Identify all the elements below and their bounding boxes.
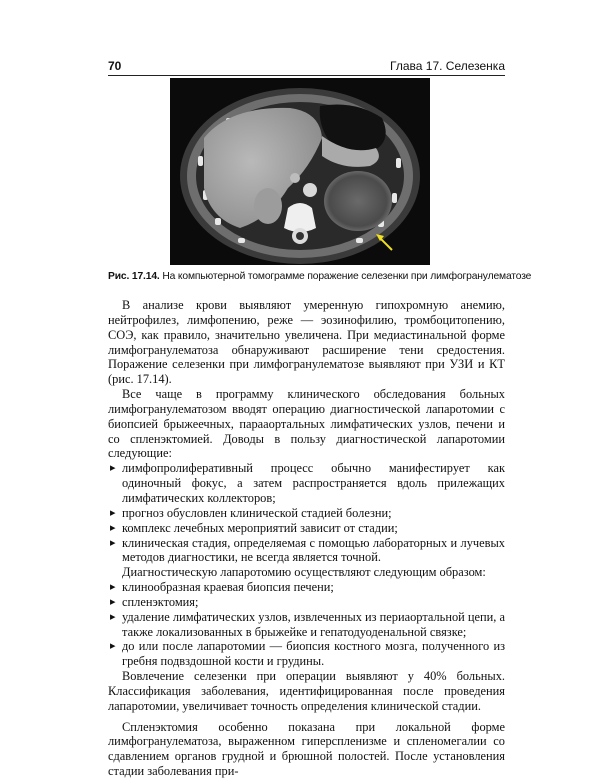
arguments-list [108, 461, 505, 565]
list-item: ▸ удаление лимфатических узлов, извлеченных из периаортальной цепи, а также локализованных в брыжейке и гепатодуоденальной связке; [108, 610, 505, 640]
paragraph-5: Спленэктомия особенно показана при локальной форме лимфогранулематоза, выраженном гиперспленизме и спленомегалии со сдавлением органов грудной и брюшной полостей. После установления стадии заболевания при- [108, 719, 505, 779]
list-item: ▸ клиническая стадия, определяемая с помощью лабораторных и лучевых методов диагностики, не всегда является точной. [108, 536, 505, 566]
paragraph-4: Вовлечение селезенки при операции выявляют у 40% больных. Классификация заболевания, идентифицированная после проведения лапаротомии, увеличивает точность определения клинической стадии. [108, 669, 505, 713]
list-item: ▸ до или после лапаротомии — биопсия костного мозга, полученного из гребня подвздошной кости и грудины. [108, 639, 505, 669]
list-item: ▸ спленэктомия; [108, 595, 505, 610]
ct-scan-illustration [170, 78, 430, 265]
figure-caption-label: Рис. 17.14. [108, 271, 160, 282]
list-item: ▸ клинообразная краевая биопсия печени; [108, 580, 505, 595]
list-item: ▸ прогноз обусловлен клинической стадией болезни; [108, 506, 505, 521]
paragraph-1: В анализе крови выявляют умеренную гипохромную анемию, нейтрофилез, лимфопению, реже — эозинофилию, тромбоцитопению, СОЭ, как правило, значительно увеличена. При медиастинальной форме лимфогранулематоза обнаруживают расширение тени средостения. Поражение селезенки при лимфогранулематозе выявляют при УЗИ и КТ (рис. 17.14). [108, 298, 505, 387]
figure-caption [108, 270, 532, 283]
page-number: 70 [108, 59, 122, 73]
procedure-list [108, 580, 505, 669]
ct-scan-image [170, 78, 430, 265]
chapter-title: Глава 17. Селезенка [390, 59, 505, 73]
paragraph-2: Все чаще в программу клинического обследования больных лимфогранулематозом вводят операцию диагностической лапаротомии с биопсией брыжеечных, парааортальных лимфатических узлов, печени и со спленэктомией. Доводы в пользу диагностической лапаротомии следующие: [108, 387, 505, 461]
figure-caption-text: На компьютерной томограмме поражение селезенки при лимфогранулематозе [159, 271, 532, 282]
running-header [108, 55, 505, 73]
paragraph-3: Диагностическую лапаротомию осуществляют следующим образом: [122, 565, 486, 580]
header-rule [108, 75, 505, 76]
page-body [108, 298, 505, 779]
list-item: ▸ комплекс лечебных мероприятий зависит от стадии; [108, 521, 505, 536]
list-item: ▸ лимфопролиферативный процесс обычно манифестирует как одиночный фокус, а затем распространяется вдоль прилежащих лимфатических коллекторов; [108, 461, 505, 506]
